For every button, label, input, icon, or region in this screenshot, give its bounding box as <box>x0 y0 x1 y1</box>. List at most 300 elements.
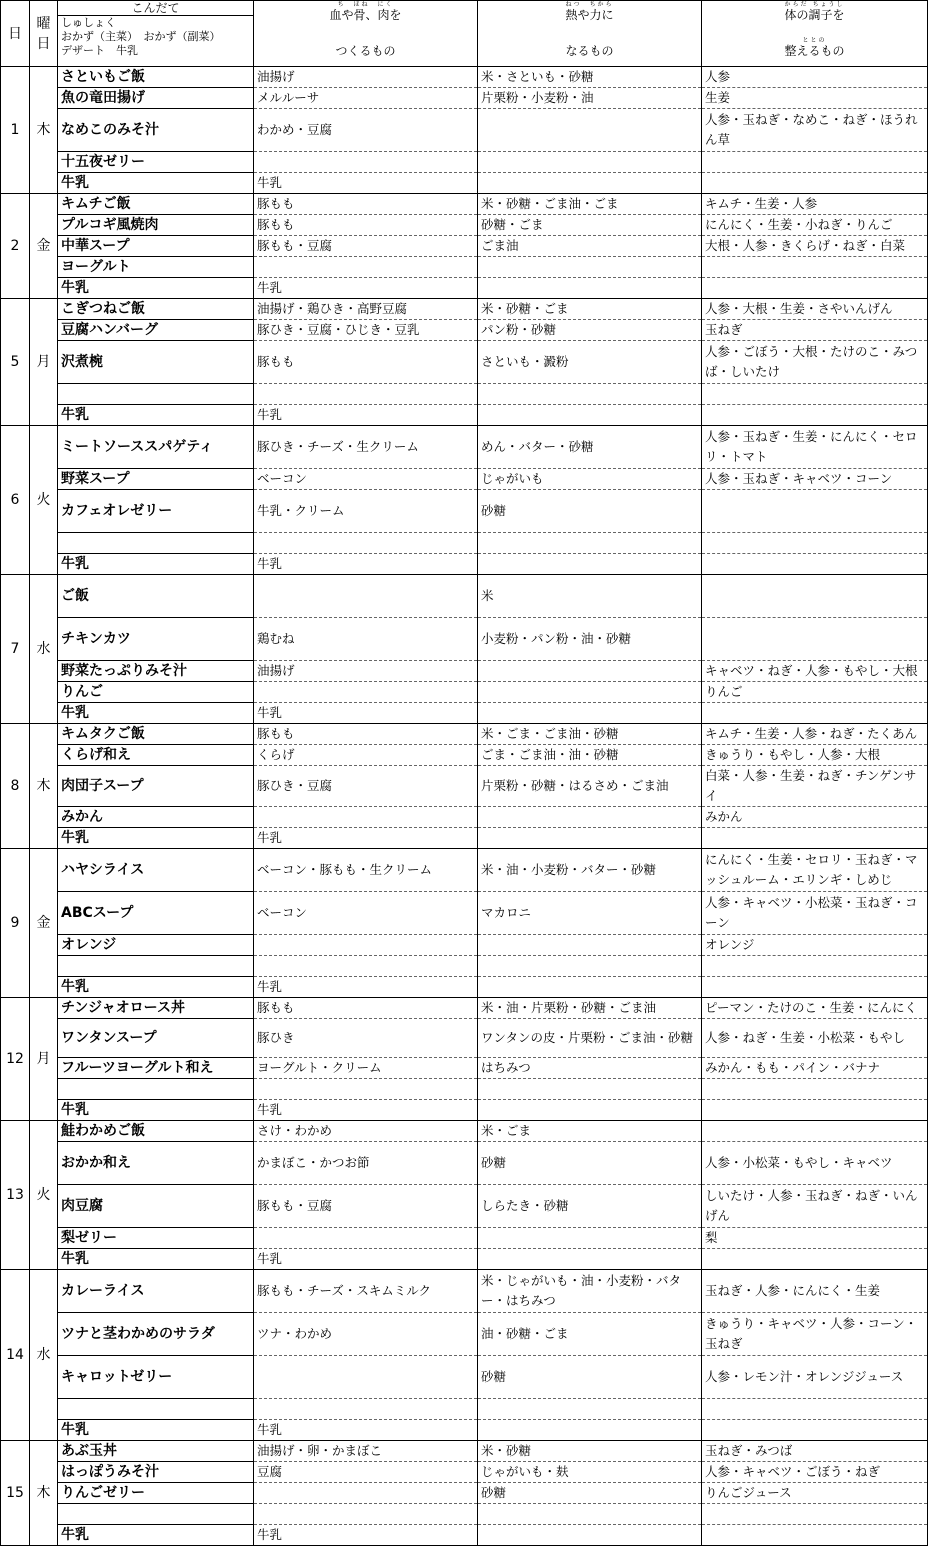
menu-row <box>1 1504 928 1525</box>
weekday: 木 <box>30 1441 58 1546</box>
dish-name: ヨーグルト <box>58 257 254 278</box>
dish-name: 魚の竜田揚げ <box>58 88 254 109</box>
green-ingredients: きゅうり・キャベツ・人参・コーン・玉ねぎ <box>702 1313 928 1356</box>
menu-header-line2: おかず（主菜） おかず（副菜） <box>61 30 221 43</box>
day-number: 2 <box>1 194 30 299</box>
green-ingredients: りんごジュース <box>702 1483 928 1504</box>
yellow-ingredients: 米 <box>478 575 702 618</box>
green-ingredients <box>702 828 928 849</box>
menu-row <box>1 682 928 703</box>
menu-row <box>1 661 928 682</box>
red-ingredients <box>254 1079 478 1100</box>
green-ingredients <box>702 1399 928 1420</box>
menu-body <box>1 67 928 1546</box>
menu-row <box>1 703 928 724</box>
green-ingredients: 人参・キャベツ・小松菜・玉ねぎ・コーン <box>702 892 928 935</box>
dish-name: あぶ玉丼 <box>58 1441 254 1462</box>
red-ingredients <box>254 1356 478 1399</box>
yellow-ingredients: はちみつ <box>478 1058 702 1079</box>
menu-row <box>1 469 928 490</box>
yellow-ingredients <box>478 807 702 828</box>
menu-row <box>1 320 928 341</box>
green-ingredients: 人参 <box>702 67 928 88</box>
green-ingredients: 人参・大根・生姜・さやいんげん <box>702 299 928 320</box>
green-ingredients: きゅうり・もやし・人参・大根 <box>702 745 928 766</box>
green-ingredients <box>702 703 928 724</box>
weekday: 月 <box>30 299 58 426</box>
green-ingredients <box>702 533 928 554</box>
yellow-ingredients <box>478 828 702 849</box>
weekday: 水 <box>30 1270 58 1441</box>
yellow-ingredients <box>478 1100 702 1121</box>
yellow-ingredients: 油・砂糖・ごま <box>478 1313 702 1356</box>
yellow-ingredients: 米・砂糖 <box>478 1441 702 1462</box>
menu-row <box>1 892 928 935</box>
red-ingredients <box>254 807 478 828</box>
day-number: 1 <box>1 67 30 194</box>
red-ingredients: 牛乳・クリーム <box>254 490 478 533</box>
dish-name: 中華スープ <box>58 236 254 257</box>
red-ingredients: 牛乳 <box>254 1420 478 1441</box>
green-group-ruby2: ととの <box>802 37 827 44</box>
day-number: 14 <box>1 1270 30 1441</box>
red-ingredients: 豚もも <box>254 998 478 1019</box>
yellow-ingredients <box>478 661 702 682</box>
dish-name: キムタクご飯 <box>58 724 254 745</box>
green-ingredients: にんにく・生姜・セロリ・玉ねぎ・マッシュルーム・エリンギ・しめじ <box>702 849 928 892</box>
dish-name: はっぽうみそ汁 <box>58 1462 254 1483</box>
red-ingredients <box>254 935 478 956</box>
menu-row <box>1 533 928 554</box>
yellow-ingredients <box>478 1525 702 1546</box>
yellow-ingredients <box>478 1420 702 1441</box>
green-ingredients <box>702 384 928 405</box>
yellow-ingredients: ごま油 <box>478 236 702 257</box>
yellow-ingredients <box>478 554 702 575</box>
dish-name: 野菜スープ <box>58 469 254 490</box>
red-group-header <box>254 1 478 67</box>
red-ingredients: 豚もも・チーズ・スキムミルク <box>254 1270 478 1313</box>
yellow-ingredients <box>478 935 702 956</box>
yellow-ingredients <box>478 533 702 554</box>
green-ingredients <box>702 1079 928 1100</box>
dish-name: 野菜たっぷりみそ汁 <box>58 661 254 682</box>
green-ingredients: ピーマン・たけのこ・生姜・にんにく <box>702 998 928 1019</box>
menu-row <box>1 1313 928 1356</box>
red-ingredients: 油揚げ・卵・かまぼこ <box>254 1441 478 1462</box>
red-ingredients: 油揚げ <box>254 67 478 88</box>
yellow-ingredients: 片栗粉・砂糖・はるさめ・ごま油 <box>478 766 702 807</box>
dish-name: さといもご飯 <box>58 67 254 88</box>
yellow-ingredients: 米・さといも・砂糖 <box>478 67 702 88</box>
green-ingredients: にんにく・生姜・小ねぎ・りんご <box>702 215 928 236</box>
yellow-ingredients: 米・砂糖・ごま <box>478 299 702 320</box>
green-ingredients <box>702 278 928 299</box>
red-ingredients: 豚もも・豆腐 <box>254 236 478 257</box>
yellow-group-ruby: ねつ ちから <box>565 1 614 8</box>
green-group-line2: 整えるもの <box>784 44 845 58</box>
yellow-ingredients: さといも・澱粉 <box>478 341 702 384</box>
green-ingredients: キムチ・生姜・人参・ねぎ・たくあん <box>702 724 928 745</box>
dish-name: オレンジ <box>58 935 254 956</box>
red-ingredients: 牛乳 <box>254 1525 478 1546</box>
menu-row <box>1 1228 928 1249</box>
menu-row <box>1 1142 928 1185</box>
yellow-ingredients <box>478 1504 702 1525</box>
red-ingredients <box>254 1228 478 1249</box>
green-ingredients: 人参・レモン汁・オレンジジュース <box>702 1356 928 1399</box>
menu-header-title: こんだて <box>58 1 253 16</box>
yellow-ingredients <box>478 384 702 405</box>
red-ingredients <box>254 257 478 278</box>
dish-name: キムチご飯 <box>58 194 254 215</box>
dish-name: 牛乳 <box>58 1525 254 1546</box>
menu-row <box>1 1058 928 1079</box>
weekday: 水 <box>30 575 58 724</box>
dish-name: プルコギ風焼肉 <box>58 215 254 236</box>
green-group-header <box>702 1 928 67</box>
weekday: 月 <box>30 998 58 1121</box>
green-ingredients: 人参・玉ねぎ・キャベツ・コーン <box>702 469 928 490</box>
menu-row <box>1 828 928 849</box>
menu-row <box>1 278 928 299</box>
yellow-ingredients <box>478 1228 702 1249</box>
menu-row <box>1 173 928 194</box>
weekday: 金 <box>30 194 58 299</box>
menu-row <box>1 935 928 956</box>
green-ingredients: キャベツ・ねぎ・人参・もやし・大根 <box>702 661 928 682</box>
red-group-line1: 血や骨、肉を <box>329 8 402 22</box>
menu-row <box>1 1356 928 1399</box>
yellow-ingredients: パン粉・砂糖 <box>478 320 702 341</box>
yellow-ingredients <box>478 173 702 194</box>
menu-row <box>1 1483 928 1504</box>
yellow-ingredients: 砂糖 <box>478 1142 702 1185</box>
menu-row <box>1 956 928 977</box>
dish-name: みかん <box>58 807 254 828</box>
menu-row <box>1 724 928 745</box>
green-ingredients: 大根・人参・きくらげ・ねぎ・白菜 <box>702 236 928 257</box>
green-ingredients <box>702 1504 928 1525</box>
day-number: 13 <box>1 1121 30 1270</box>
red-ingredients <box>254 1399 478 1420</box>
menu-row <box>1 1270 928 1313</box>
yellow-ingredients: 片栗粉・小麦粉・油 <box>478 88 702 109</box>
menu-row <box>1 1079 928 1100</box>
green-ingredients: しいたけ・人参・玉ねぎ・ねぎ・いんげん <box>702 1185 928 1228</box>
weekday-header <box>30 1 58 67</box>
yellow-ingredients: めん・バター・砂糖 <box>478 426 702 469</box>
yellow-ingredients: 米・ごま <box>478 1121 702 1142</box>
green-ingredients <box>702 405 928 426</box>
red-ingredients: ベーコン <box>254 469 478 490</box>
yellow-group-line1: 熱や力に <box>565 8 614 22</box>
menu-row <box>1 109 928 152</box>
green-ingredients <box>702 575 928 618</box>
menu-header <box>58 1 254 67</box>
day-number: 12 <box>1 998 30 1121</box>
menu-row <box>1 766 928 807</box>
dish-name: フルーツヨーグルト和え <box>58 1058 254 1079</box>
menu-row <box>1 1100 928 1121</box>
green-ingredients: 玉ねぎ・みつば <box>702 1441 928 1462</box>
dish-name: 牛乳 <box>58 278 254 299</box>
yellow-ingredients: ごま・ごま油・油・砂糖 <box>478 745 702 766</box>
menu-row <box>1 1249 928 1270</box>
dish-name <box>58 1399 254 1420</box>
dish-name: 沢煮椀 <box>58 341 254 384</box>
menu-row <box>1 88 928 109</box>
dish-name: 牛乳 <box>58 703 254 724</box>
red-ingredients: 豚もも・豆腐 <box>254 1185 478 1228</box>
yellow-group-line2: なるもの <box>565 44 614 58</box>
green-ingredients: 人参・小松菜・もやし・キャベツ <box>702 1142 928 1185</box>
dish-name: 鮭わかめご飯 <box>58 1121 254 1142</box>
green-ingredients: 人参・ねぎ・生姜・小松菜・もやし <box>702 1019 928 1058</box>
green-group-line1: 体の調子を <box>784 8 845 22</box>
menu-row <box>1 1019 928 1058</box>
red-group-ruby: ち ほね にく <box>337 1 394 8</box>
red-ingredients: 豚ひき <box>254 1019 478 1058</box>
dish-name: 肉豆腐 <box>58 1185 254 1228</box>
menu-row <box>1 1399 928 1420</box>
yellow-ingredients <box>478 682 702 703</box>
red-ingredients <box>254 575 478 618</box>
red-ingredients: 牛乳 <box>254 554 478 575</box>
menu-row <box>1 554 928 575</box>
menu-row <box>1 618 928 661</box>
yellow-ingredients: 米・ごま・ごま油・砂糖 <box>478 724 702 745</box>
yellow-ingredients <box>478 257 702 278</box>
red-ingredients: ベーコン・豚もも・生クリーム <box>254 849 478 892</box>
red-ingredients: ツナ・わかめ <box>254 1313 478 1356</box>
dish-name: ハヤシライス <box>58 849 254 892</box>
yellow-ingredients: ワンタンの皮・片栗粉・ごま油・砂糖 <box>478 1019 702 1058</box>
green-ingredients <box>702 152 928 173</box>
dish-name: りんご <box>58 682 254 703</box>
red-ingredients: 豚もも <box>254 194 478 215</box>
menu-row <box>1 426 928 469</box>
yellow-ingredients: 砂糖・ごま <box>478 215 702 236</box>
green-ingredients: 玉ねぎ <box>702 320 928 341</box>
weekday: 火 <box>30 1121 58 1270</box>
red-ingredients <box>254 384 478 405</box>
menu-row <box>1 152 928 173</box>
dish-name: チキンカツ <box>58 618 254 661</box>
red-ingredients: 牛乳 <box>254 977 478 998</box>
day-number: 8 <box>1 724 30 849</box>
day-number: 7 <box>1 575 30 724</box>
menu-row <box>1 977 928 998</box>
green-ingredients: 生姜 <box>702 88 928 109</box>
yellow-ingredients <box>478 152 702 173</box>
dish-name: 牛乳 <box>58 1420 254 1441</box>
dish-name: 牛乳 <box>58 828 254 849</box>
menu-row <box>1 215 928 236</box>
dish-name: カレーライス <box>58 1270 254 1313</box>
yellow-ingredients <box>478 1249 702 1270</box>
red-group-line2: つくるもの <box>335 44 396 58</box>
dish-name: くらげ和え <box>58 745 254 766</box>
red-ingredients: 牛乳 <box>254 1100 478 1121</box>
green-ingredients <box>702 1100 928 1121</box>
yellow-ingredients: 米・油・片栗粉・砂糖・ごま油 <box>478 998 702 1019</box>
red-ingredients <box>254 956 478 977</box>
red-ingredients <box>254 533 478 554</box>
yellow-ingredients: 米・じゃがいも・油・小麦粉・バター・はちみつ <box>478 1270 702 1313</box>
red-ingredients: 豚ひき・豆腐・ひじき・豆乳 <box>254 320 478 341</box>
green-ingredients: 白菜・人参・生姜・ねぎ・チンゲンサイ <box>702 766 928 807</box>
red-ingredients: わかめ・豆腐 <box>254 109 478 152</box>
menu-row <box>1 257 928 278</box>
yellow-ingredients: マカロニ <box>478 892 702 935</box>
red-ingredients: 豚ひき・チーズ・生クリーム <box>254 426 478 469</box>
green-ingredients: 人参・玉ねぎ・生姜・にんにく・セロリ・トマト <box>702 426 928 469</box>
dish-name: ツナと茎わかめのサラダ <box>58 1313 254 1356</box>
dish-name: 牛乳 <box>58 405 254 426</box>
menu-row <box>1 341 928 384</box>
dish-name: チンジャオロース丼 <box>58 998 254 1019</box>
red-ingredients: 豚もも <box>254 215 478 236</box>
dish-name: 肉団子スープ <box>58 766 254 807</box>
yellow-ingredients: じゃがいも <box>478 469 702 490</box>
green-ingredients: 玉ねぎ・人参・にんにく・生姜 <box>702 1270 928 1313</box>
yellow-ingredients <box>478 278 702 299</box>
menu-header-line1: しゅしょく <box>61 16 116 29</box>
day-number: 6 <box>1 426 30 575</box>
menu-header-line3: デザート 牛乳 <box>61 44 138 57</box>
green-ingredients: 人参・ごぼう・大根・たけのこ・みつば・しいたけ <box>702 341 928 384</box>
menu-row <box>1 299 928 320</box>
menu-row <box>1 1121 928 1142</box>
day-number: 15 <box>1 1441 30 1546</box>
weekday-header-top: 曜 <box>36 15 51 32</box>
red-ingredients <box>254 1504 478 1525</box>
dish-name: こぎつねご飯 <box>58 299 254 320</box>
red-ingredients: 鶏むね <box>254 618 478 661</box>
yellow-ingredients: じゃがいも・麸 <box>478 1462 702 1483</box>
day-number: 9 <box>1 849 30 998</box>
dish-name: 牛乳 <box>58 554 254 575</box>
red-ingredients <box>254 682 478 703</box>
menu-row <box>1 194 928 215</box>
green-group-ruby: からだ ちょうし <box>784 1 845 8</box>
dish-name: カフェオレゼリー <box>58 490 254 533</box>
yellow-ingredients <box>478 1079 702 1100</box>
red-ingredients: 豚もも <box>254 341 478 384</box>
red-ingredients: 豆腐 <box>254 1462 478 1483</box>
red-ingredients <box>254 152 478 173</box>
dish-name: ワンタンスープ <box>58 1019 254 1058</box>
dish-name: 牛乳 <box>58 173 254 194</box>
day-header: 日 <box>1 1 30 67</box>
red-ingredients: 牛乳 <box>254 405 478 426</box>
red-ingredients: 牛乳 <box>254 703 478 724</box>
yellow-group-header <box>478 1 702 67</box>
red-ingredients: 豚もも <box>254 724 478 745</box>
menu-row <box>1 998 928 1019</box>
day-number: 5 <box>1 299 30 426</box>
green-ingredients: みかん <box>702 807 928 828</box>
red-ingredients: 油揚げ・鶏ひき・高野豆腐 <box>254 299 478 320</box>
yellow-ingredients: 米・砂糖・ごま油・ごま <box>478 194 702 215</box>
menu-row <box>1 1525 928 1546</box>
yellow-ingredients <box>478 977 702 998</box>
menu-row <box>1 1462 928 1483</box>
red-ingredients: 牛乳 <box>254 278 478 299</box>
weekday: 木 <box>30 724 58 849</box>
dish-name <box>58 1504 254 1525</box>
dish-name: キャロットゼリー <box>58 1356 254 1399</box>
menu-row <box>1 807 928 828</box>
weekday: 火 <box>30 426 58 575</box>
menu-row <box>1 1420 928 1441</box>
dish-name: 梨ゼリー <box>58 1228 254 1249</box>
dish-name: 豆腐ハンバーグ <box>58 320 254 341</box>
red-ingredients: ヨーグルト・クリーム <box>254 1058 478 1079</box>
dish-name: 牛乳 <box>58 1249 254 1270</box>
green-ingredients: りんご <box>702 682 928 703</box>
dish-name <box>58 384 254 405</box>
weekday-header-bottom: 日 <box>36 35 51 52</box>
green-ingredients <box>702 1249 928 1270</box>
green-ingredients: 人参・キャベツ・ごぼう・ねぎ <box>702 1462 928 1483</box>
dish-name <box>58 1079 254 1100</box>
red-ingredients: 牛乳 <box>254 173 478 194</box>
yellow-ingredients <box>478 405 702 426</box>
yellow-ingredients <box>478 703 702 724</box>
menu-row <box>1 1185 928 1228</box>
green-ingredients <box>702 956 928 977</box>
yellow-ingredients <box>478 109 702 152</box>
yellow-ingredients: 砂糖 <box>478 490 702 533</box>
red-ingredients: さけ・わかめ <box>254 1121 478 1142</box>
menu-row <box>1 1441 928 1462</box>
yellow-ingredients: 米・油・小麦粉・バター・砂糖 <box>478 849 702 892</box>
green-ingredients: 人参・玉ねぎ・なめこ・ねぎ・ほうれん草 <box>702 109 928 152</box>
red-ingredients: 牛乳 <box>254 1249 478 1270</box>
dish-name: なめこのみそ汁 <box>58 109 254 152</box>
yellow-ingredients: 砂糖 <box>478 1356 702 1399</box>
menu-row <box>1 745 928 766</box>
red-ingredients <box>254 1483 478 1504</box>
yellow-ingredients: 砂糖 <box>478 1483 702 1504</box>
green-ingredients <box>702 257 928 278</box>
red-ingredients: 牛乳 <box>254 828 478 849</box>
red-ingredients: メルルーサ <box>254 88 478 109</box>
yellow-ingredients <box>478 956 702 977</box>
yellow-ingredients <box>478 1399 702 1420</box>
green-ingredients: みかん・もも・パイン・バナナ <box>702 1058 928 1079</box>
dish-name: ABCスープ <box>58 892 254 935</box>
menu-row <box>1 384 928 405</box>
dish-name: 十五夜ゼリー <box>58 152 254 173</box>
yellow-ingredients: しらたき・砂糖 <box>478 1185 702 1228</box>
green-ingredients <box>702 977 928 998</box>
green-ingredients: 梨 <box>702 1228 928 1249</box>
dish-name: 牛乳 <box>58 977 254 998</box>
green-ingredients <box>702 1525 928 1546</box>
green-ingredients: オレンジ <box>702 935 928 956</box>
red-ingredients: 油揚げ <box>254 661 478 682</box>
green-ingredients <box>702 1121 928 1142</box>
red-ingredients: ベーコン <box>254 892 478 935</box>
dish-name: ご飯 <box>58 575 254 618</box>
red-ingredients: くらげ <box>254 745 478 766</box>
green-ingredients <box>702 1420 928 1441</box>
menu-row <box>1 575 928 618</box>
red-ingredients: 豚ひき・豆腐 <box>254 766 478 807</box>
